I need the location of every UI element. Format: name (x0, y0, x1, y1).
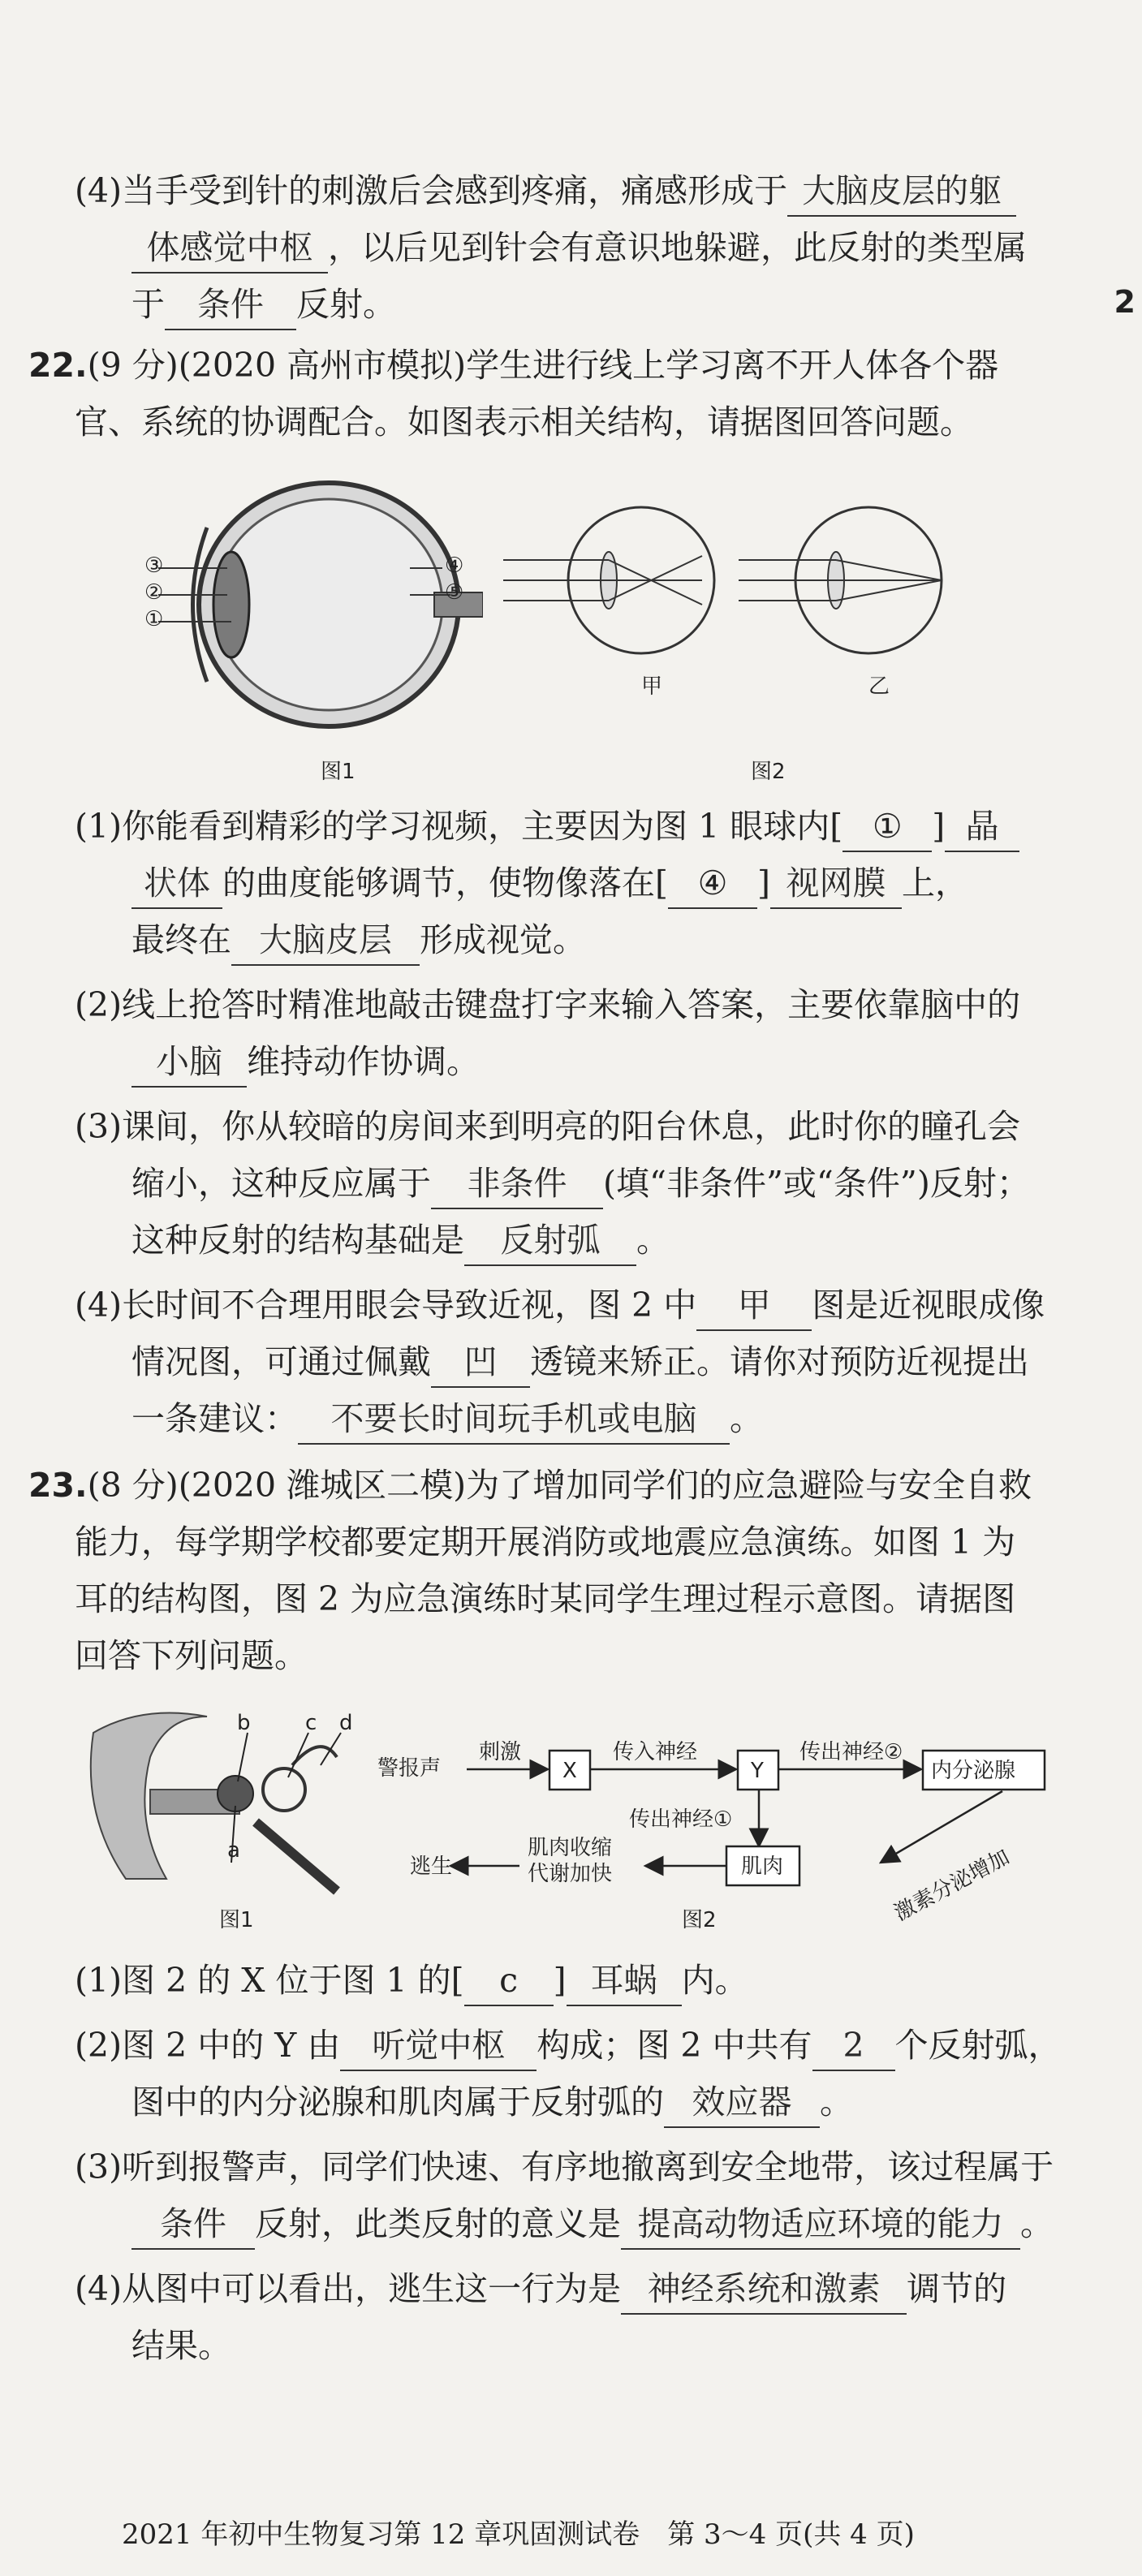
q22-text: (1)你能看到精彩的学习视频，主要因为图 1 眼球内[ (75, 807, 843, 846)
q22-text: 形成视觉。 (420, 920, 586, 959)
q22-part3-line3 (131, 1216, 670, 1266)
answer-blank: 不要长时间玩手机或电脑 (298, 1394, 730, 1445)
marker-1: ① (144, 607, 164, 631)
flow-effect2: 代谢加快 (528, 1862, 613, 1886)
q23-text: 图中的内分泌腺和肌肉属于反射弧的 (131, 2083, 664, 2122)
q22-text: (9 分)(2020 高州市模拟)学生进行线上学习离不开人体各个器 (87, 346, 999, 385)
ear-fig1-caption: 图1 (219, 1908, 254, 1932)
answer-blank: 听觉中枢 (340, 2021, 537, 2071)
q22-part3-line2 (131, 1159, 1030, 1209)
answer-blank: 凹 (431, 1338, 530, 1388)
fig2-caption: 图2 (751, 760, 786, 784)
answer-blank: 晶 (945, 802, 1019, 852)
answer-blank: 提高动物适应环境的能力 (621, 2199, 1020, 2250)
page-footer: 2021 年初中生物复习第 12 章巩固测试卷 第 3～4 页(共 4 页) (122, 2518, 915, 2551)
q22-part1-line1 (75, 802, 1019, 852)
flow-efferent2: 传出神经② (799, 1740, 903, 1764)
reflex-flow-diagram (369, 1733, 1075, 1936)
q23-text: ] (553, 1961, 567, 2000)
flow-stimulus: 刺激 (479, 1740, 522, 1764)
q23-part2-line1 (75, 2021, 1062, 2071)
q22-text: (3)课间，你从较暗的房间来到明亮的阳台休息，此时你的瞳孔会 (75, 1107, 1021, 1146)
answer-blank: 体感觉中枢 (131, 223, 328, 274)
q23-part3-line2 (131, 2199, 1054, 2250)
q21-text: ，以后见到针会有意识地躲避，此反射的类型属 (328, 228, 1027, 267)
label-yi: 乙 (868, 674, 890, 699)
q22-header-line1 (28, 341, 998, 390)
label-jia: 甲 (641, 674, 663, 699)
q23-text: 内。 (681, 1961, 748, 2000)
q23-header-line4 (75, 1631, 308, 1680)
q21-part4-line3 (131, 280, 396, 330)
answer-blank: 神经系统和激素 (621, 2264, 907, 2315)
q22-text: 。 (636, 1221, 670, 1260)
lens-diagram (503, 495, 974, 666)
q21-part4-line2 (131, 223, 1027, 274)
q23-header-line2 (75, 1518, 1015, 1566)
q23-text: 能力，每学期学校都要定期开展消防或地震应急演练。如图 1 为 (75, 1523, 1016, 1562)
answer-blank: 条件 (165, 280, 296, 330)
q22-text: 官、系统的协调配合。如图表示相关结构，请据图回答问题。 (75, 403, 973, 442)
answer-blank: 反射弧 (464, 1216, 636, 1266)
q22-header-line2 (75, 398, 973, 446)
flow-y-box: Y (751, 1759, 764, 1783)
answer-blank: 甲 (696, 1281, 812, 1331)
q22-text: (4)长时间不合理用眼会导致近视，图 2 中 (75, 1286, 697, 1325)
answer-blank: c (464, 1956, 554, 2006)
q22-text: (填“非条件”或“条件”)反射； (603, 1164, 1030, 1203)
q23-part1-line1 (75, 1956, 748, 2006)
q21-text: 反射。 (296, 285, 396, 324)
eye-yi (739, 507, 942, 653)
answer-blank: 大脑皮层的躯 (787, 166, 1016, 217)
q21-text: (4)当手受到针的刺激后会感到疼痛，痛感形成于 (75, 171, 788, 210)
q22-part2-line2 (131, 1037, 480, 1088)
q22-part4-line3 (131, 1394, 763, 1445)
q23-text: 构成；图 2 中共有 (537, 2026, 812, 2065)
q23-text: 。 (820, 2083, 853, 2122)
q23-text: (3)听到报警声，同学们快速、有序地撤离到安全地带，该过程属于 (75, 2147, 1054, 2186)
q23-text: 。 (1020, 2204, 1054, 2243)
q22-part4-line1 (75, 1281, 1045, 1331)
q22-text: 缩小，这种反应属于 (131, 1164, 431, 1203)
marker-2: ② (144, 580, 164, 605)
answer-blank: 2 (812, 2021, 895, 2071)
q22-text: 上， (902, 864, 968, 902)
q22-text: 。 (730, 1399, 763, 1438)
q21-part4-line1 (75, 166, 1016, 217)
answer-blank: 耳蜗 (567, 1956, 682, 2006)
ear-label-b: b (237, 1711, 251, 1735)
eye-jia (503, 507, 714, 653)
ear-label-c: c (305, 1711, 317, 1735)
marker-3: ③ (144, 554, 164, 578)
flow-alarm: 警报声 (377, 1756, 442, 1781)
answer-blank: 非条件 (431, 1159, 603, 1209)
q22-part1-line2 (131, 859, 968, 909)
q22-text: ] (932, 807, 946, 846)
flow-effect1: 肌肉收缩 (528, 1836, 613, 1860)
q22-text: 的曲度能够调节，使物像落在[ (222, 864, 668, 902)
q23-header-line3 (75, 1574, 1015, 1623)
q23-text: (8 分)(2020 潍城区二模)为了增加同学们的应急避险与安全自救 (87, 1466, 1032, 1505)
flow-fig2-caption: 图2 (682, 1908, 717, 1932)
q23-text: (2)图 2 中的 Y 由 (75, 2026, 341, 2065)
answer-blank: 条件 (131, 2199, 255, 2250)
q22-text: 维持动作协调。 (247, 1042, 480, 1081)
q23-part2-line2 (131, 2078, 853, 2128)
ear-label-a: a (227, 1838, 240, 1863)
q22-text: (2)线上抢答时精准地敲击键盘打字来输入答案，主要依靠脑中的 (75, 985, 1021, 1024)
q22-text: 一条建议： (131, 1399, 298, 1438)
q22-text: ] (757, 864, 770, 902)
q22-part1-line3 (131, 915, 586, 966)
q23-text: 个反射弧， (894, 2026, 1062, 2065)
flow-efferent1: 传出神经① (629, 1807, 733, 1832)
answer-blank: ④ (668, 859, 757, 909)
q23-text: 反射，此类反射的意义是 (255, 2204, 621, 2243)
flow-endocrine-box: 内分泌腺 (931, 1759, 1016, 1783)
q23-header-line1 (28, 1461, 1032, 1510)
q21-text: 于 (131, 285, 165, 324)
answer-blank: 状体 (131, 859, 222, 909)
q23-part4-line1 (75, 2264, 1006, 2315)
question-number: 22. (28, 346, 88, 385)
answer-blank: 小脑 (131, 1037, 247, 1088)
q23-part3-line1 (75, 2143, 1054, 2191)
q23-text: (1)图 2 的 X 位于图 1 的[ (75, 1961, 464, 2000)
flow-afferent: 传入神经 (613, 1740, 698, 1764)
flow-muscle-box: 肌肉 (741, 1854, 784, 1879)
q22-text: 这种反射的结构基础是 (131, 1221, 464, 1260)
q23-text: (4)从图中可以看出，逃生这一行为是 (75, 2269, 622, 2308)
flow-x-box: X (562, 1759, 577, 1783)
q22-text: 透镜来矫正。请你对预防近视提出 (530, 1342, 1029, 1381)
q23-text: 结果。 (131, 2326, 231, 2365)
eye-diagram (142, 479, 483, 747)
answer-blank: ① (842, 802, 932, 852)
flow-escape: 逃生 (410, 1854, 453, 1879)
answer-blank: 视网膜 (770, 859, 902, 909)
fig1-caption: 图1 (321, 760, 356, 784)
flow-hormone: 激素分泌增加 (890, 1845, 1014, 1926)
answer-blank: 大脑皮层 (231, 915, 420, 966)
q23-text: 调节的 (907, 2269, 1007, 2308)
answer-blank: 效应器 (664, 2078, 820, 2128)
q23-part4-line2 (131, 2321, 231, 2370)
q22-text: 最终在 (131, 920, 231, 959)
marker-5: ⑤ (445, 580, 464, 605)
question-number: 23. (28, 1466, 88, 1505)
q23-text: 回答下列问题。 (75, 1636, 308, 1675)
q22-part3-line1 (75, 1102, 1020, 1151)
marker-4: ④ (445, 554, 464, 578)
ear-label-d: d (339, 1711, 353, 1735)
q23-text: 耳的结构图，图 2 为应急演练时某同学生理过程示意图。请据图 (75, 1579, 1016, 1618)
q22-part2-line1 (75, 980, 1020, 1029)
q22-text: 情况图，可通过佩戴 (131, 1342, 431, 1381)
side-page-digit: 2 (1114, 284, 1136, 320)
q22-text: 图是近视眼成像 (812, 1286, 1045, 1325)
q22-part4-line2 (131, 1338, 1029, 1388)
